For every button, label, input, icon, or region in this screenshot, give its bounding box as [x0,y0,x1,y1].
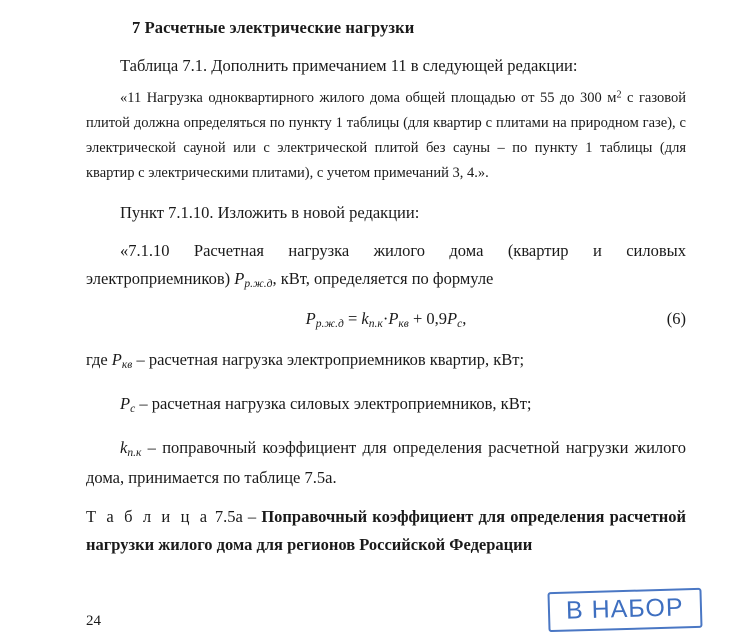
definition-k-subscript: п.к [127,447,142,460]
formula-Pc-subscript: с [457,318,463,331]
formula-expression [306,309,467,330]
note-11-part2: с газовой плитой должна определяться по пункту 1 таблицы (для квартир с плитами на природном газе), с электрической сауной или с электрической плитой без сауны – по пункту 1 таблицы (для квартир с электрическими плитами), с учетом примечаний 3, 4.». [86,90,687,182]
definition-Pkv-suffix: – расчетная нагрузка электроприемников квартир, кВт; [132,350,525,370]
table-caption [86,503,686,560]
formula-P: P [305,308,316,328]
definition-Pc [86,390,686,420]
formula-comma: , [462,308,467,328]
formula-P-subscript: р.ж.д [315,318,344,331]
table-caption-label: Т а б л и ц а [86,506,210,526]
definition-Pkv-prefix: где [86,350,112,370]
formula-row [86,309,686,330]
page-number: 24 [86,613,101,629]
paragraph-710-suffix: , кВт, определяется по формуле [272,268,494,288]
formula-k: k [361,308,369,328]
definition-k-suffix: – поправочный коэффициент для определения расчетной нагрузки жилого дома, принимается по таблице 7.5а. [86,438,686,488]
symbol-P: P [234,268,245,288]
stamp-v-nabor: В НАБОР [548,588,703,633]
symbol-P-rzhd [234,268,273,291]
spacer [86,192,686,199]
formula-number: (6) [666,308,686,328]
note-11-text [86,86,686,186]
note-11-part1: «11 Нагрузка одноквартирного жилого дома общей площадью от 55 до 300 м [120,90,617,107]
paragraph-table-intro: Таблица 7.1. Дополнить примечанием 11 в следующей редакции: [120,56,578,75]
paragraph-item-intro: Пункт 7.1.10. Изложить в новой редакции: [120,203,420,223]
formula-Pkv: P [388,308,399,328]
definition-Pc-symbol: P [120,394,131,414]
definition-k-symbol: k [120,438,128,458]
formula-equals: = [343,308,362,328]
note-11-block [86,86,686,186]
formula-plus: + 0,9 [408,308,448,328]
symbol-P-subscript: р.ж.д [244,278,273,291]
note-11-superscript: 2 [616,89,622,101]
spacer [86,422,686,434]
definition-Pkv-symbol: P [111,350,122,370]
formula-dot: · [382,308,389,328]
formula-Pc: P [447,308,458,328]
formula-Pkv-subscript: кв [398,318,409,331]
definition-k [86,434,686,492]
definition-Pkv-subscript: кв [121,359,133,372]
page-heading: 7 Расчетные электрические нагрузки [132,18,415,37]
paragraph-710 [86,237,686,295]
formula-k-subscript: п.к [368,318,383,331]
spacer [86,230,686,237]
table-caption-title: Поправочный коэффициент для определения расчетной нагрузки жилого дома для регионов Российской Федерации [86,506,686,555]
definition-Pc-subscript: с [130,403,136,416]
definition-Pc-suffix: – расчетная нагрузка силовых электроприемников, кВт; [135,394,532,414]
spacer [86,378,686,390]
table-caption-number: 7.5а – [209,506,262,526]
definition-Pkv [86,346,686,376]
paragraph-710-prefix: «7.1.10 Расчетная нагрузка жилого дома (квартир и силовых электроприемников) [86,240,686,288]
